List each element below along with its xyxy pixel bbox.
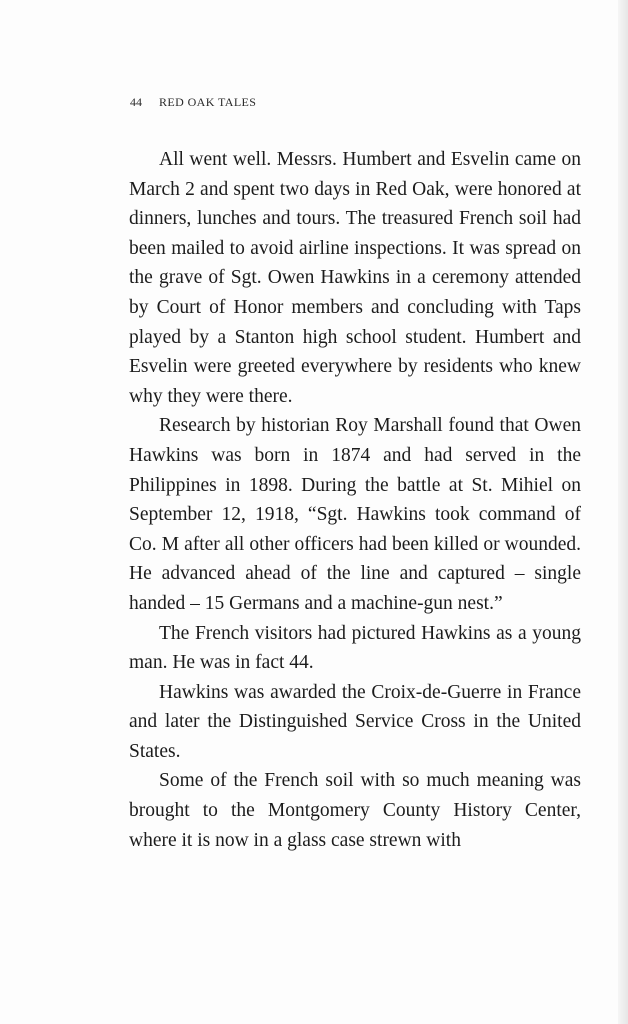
page-edge-shadow [618, 0, 628, 1024]
book-title: RED OAK TALES [159, 95, 257, 109]
paragraph: Some of the French soil with so much meaning was brought to the Montgomery County History Center, where it is now in a glass case strewn with [129, 770, 581, 851]
running-head [130, 95, 256, 110]
paragraph: Research by historian Roy Marshall found that Owen Hawkins was born in 1874 and had served in the Philippines in 1898. During the battle at St. Mihiel on September 12, 1918, “Sgt. Hawkins took command of Co. M after all other officers had been killed or wounded. He advanced ahead of the line and captured – single handed – 15 Germans and a machine-gun nest.” [129, 415, 581, 614]
paragraph: All went well. Messrs. Humbert and Esvelin came on March 2 and spent two days in Red Oak, were honored at dinners, lunches and tours. The treasured French soil had been mailed to avoid airline inspections. It was spread on the grave of Sgt. Owen Hawkins in a ceremony attended by Court of Honor members and concluding with Taps played by a Stanton high school student. Humbert and Esvelin were greeted everywhere by residents who knew why they were there. [129, 149, 581, 407]
paragraph: Hawkins was awarded the Croix-de-Guerre in France and later the Distinguished Service Cross in the United States. [129, 681, 581, 762]
paragraph: The French visitors had pictured Hawkins as a young man. He was in fact 44. [129, 622, 581, 674]
page-number: 44 [130, 95, 142, 109]
body-text [129, 145, 581, 855]
